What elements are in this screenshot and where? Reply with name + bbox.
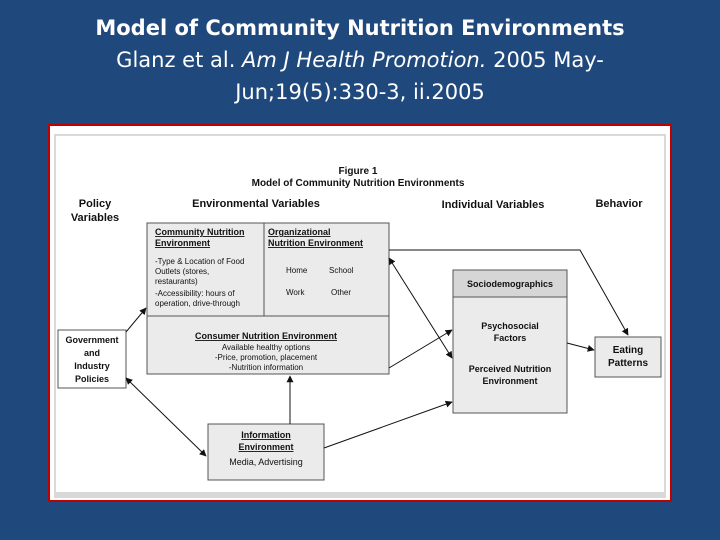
community-line: -Type & Location of Food bbox=[155, 257, 245, 266]
psychosocial-factors: Psychosocial bbox=[481, 321, 539, 331]
eating-patterns-label: Eating bbox=[612, 345, 644, 356]
setting-school: School bbox=[329, 266, 354, 275]
slide-title: Model of Community Nutrition Environments bbox=[95, 16, 625, 40]
setting-home: Home bbox=[286, 266, 308, 275]
sociodemographics-label: Sociodemographics bbox=[466, 279, 554, 289]
eating-patterns-box bbox=[595, 337, 661, 377]
government-line: Policies bbox=[74, 374, 110, 384]
header-individual-variables: Individual Variables bbox=[441, 199, 545, 211]
arrow-government-to-information bbox=[126, 378, 206, 456]
header-policy-variables: Policy bbox=[78, 198, 112, 210]
government-line: Industry bbox=[74, 361, 110, 371]
setting-work: Work bbox=[286, 288, 305, 297]
arrow-environment-to-individual bbox=[389, 258, 452, 358]
information-title-2: Environment bbox=[238, 442, 294, 452]
citation-date: 2005 May- bbox=[486, 48, 604, 72]
consumer-line: -Price, promotion, placement bbox=[214, 353, 318, 362]
perceived-environment: Perceived Nutrition bbox=[468, 364, 552, 374]
community-title: Community Nutrition bbox=[155, 227, 245, 237]
arrow-individual-to-eating bbox=[567, 343, 594, 350]
information-subtitle: Media, Advertising bbox=[229, 457, 303, 467]
arrow-information-to-individual bbox=[324, 402, 452, 448]
organizational-title: Organizational bbox=[268, 227, 331, 237]
figure-title: Model of Community Nutrition Environments bbox=[251, 178, 465, 189]
perceived-environment-2: Environment bbox=[482, 376, 538, 386]
header-behavior: Behavior bbox=[595, 198, 643, 210]
consumer-line: -Nutrition information bbox=[228, 363, 304, 372]
psychosocial-factors-2: Factors bbox=[493, 333, 527, 343]
arrow-government-to-environment bbox=[126, 308, 146, 332]
community-line: Outlets (stores, bbox=[155, 267, 210, 276]
slide-citation-line3: Jun;19(5):330-3, ii.2005 bbox=[235, 80, 485, 104]
community-title-2: Environment bbox=[155, 238, 211, 248]
government-line: and bbox=[83, 348, 101, 358]
community-line: -Accessibility: hours of bbox=[155, 289, 235, 298]
citation-authors: Glanz et al. bbox=[116, 48, 243, 72]
arrow-consumer-to-individual bbox=[389, 330, 452, 368]
information-title: Information bbox=[241, 430, 291, 440]
header-policy-variables-2: Variables bbox=[70, 212, 120, 224]
organizational-title-2: Nutrition Environment bbox=[268, 238, 363, 248]
eating-patterns-label-2: Patterns bbox=[607, 358, 649, 369]
figure-number: Figure 1 bbox=[338, 166, 378, 177]
community-line: restaurants) bbox=[155, 277, 198, 286]
citation-journal: Am J Health Promotion. bbox=[242, 48, 487, 72]
consumer-title: Consumer Nutrition Environment bbox=[194, 331, 338, 341]
government-line: Government bbox=[65, 335, 119, 345]
consumer-line: Available healthy options bbox=[221, 343, 311, 352]
community-line: operation, drive-through bbox=[155, 299, 240, 308]
header-environmental-variables: Environmental Variables bbox=[192, 198, 320, 210]
setting-other: Other bbox=[331, 288, 352, 297]
